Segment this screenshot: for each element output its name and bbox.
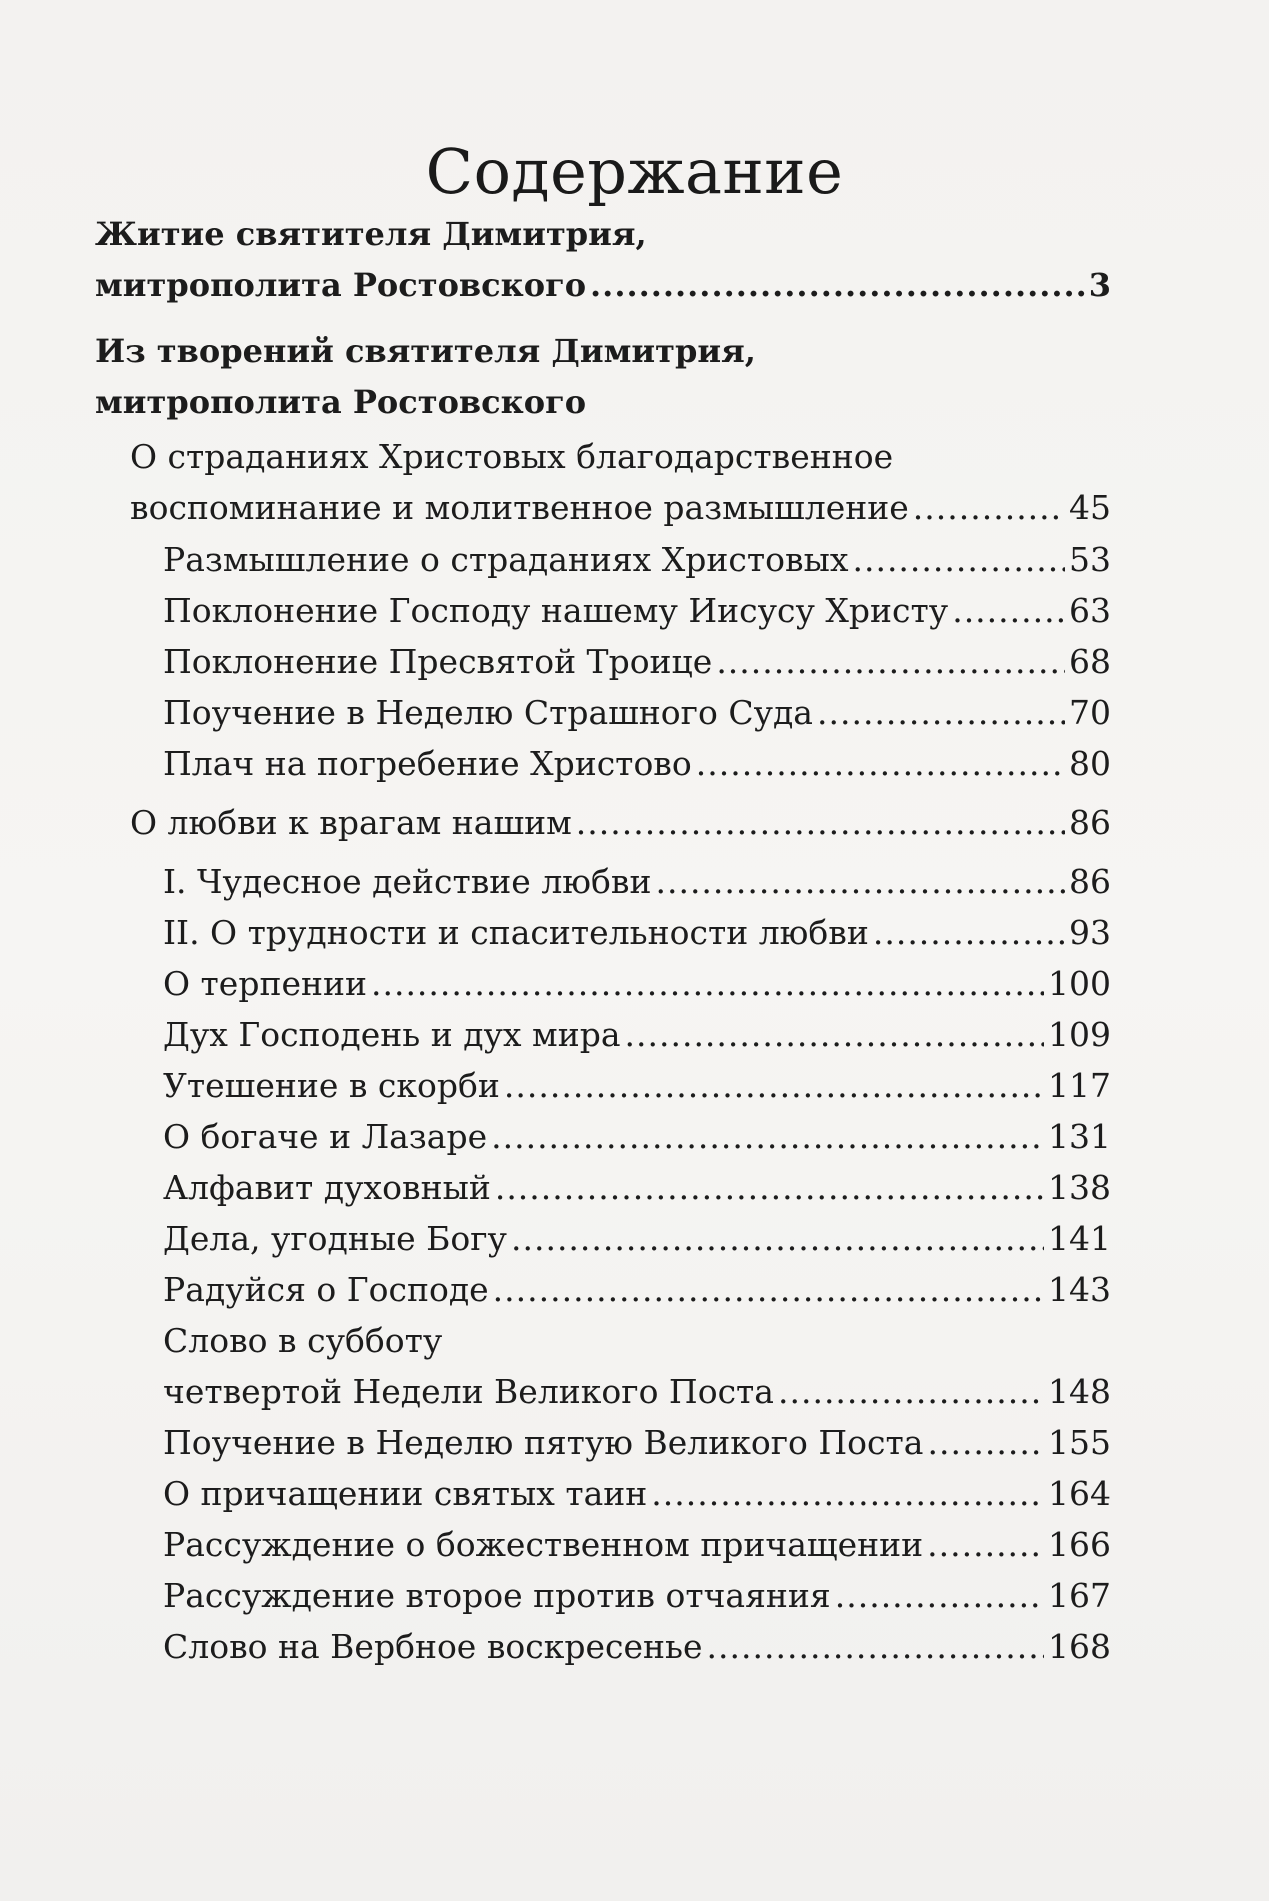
dot-leader <box>835 1570 1044 1621</box>
toc-entry-line <box>163 1162 1111 1213</box>
toc-page-number: 141 <box>1048 1219 1111 1258</box>
toc-entry <box>95 326 1111 428</box>
toc-entry <box>163 907 1111 958</box>
toc-entry <box>163 1468 1111 1519</box>
toc-entry-title: Рассуждение о божественном причащении <box>163 1525 924 1564</box>
toc-entry-line <box>163 1417 1111 1468</box>
dot-leader <box>696 738 1065 789</box>
toc-entry-title: Радуйся о Господе <box>163 1270 489 1309</box>
toc-page-number: 168 <box>1048 1627 1111 1666</box>
toc-entry-line <box>130 482 1111 533</box>
toc-entry-line <box>163 1519 1111 1570</box>
toc-entry-line <box>95 209 1111 260</box>
toc-entry-title: Алфавит духовный <box>163 1168 491 1207</box>
toc-entry-line <box>163 958 1111 1009</box>
toc-entry-line <box>163 738 1111 789</box>
toc-entry-line <box>163 1570 1111 1621</box>
toc-entry-line <box>163 534 1111 585</box>
toc-entry-title: Поучение в Неделю Страшного Суда <box>163 693 813 732</box>
toc-entry <box>163 585 1111 636</box>
dot-leader <box>590 260 1085 311</box>
page-title: Содержание <box>425 135 844 208</box>
toc-entry-line <box>130 797 1111 848</box>
toc-entry-title: Дела, угодные Богу <box>163 1219 507 1258</box>
toc-entry <box>95 209 1111 311</box>
toc-entry <box>130 797 1111 848</box>
toc-entry-line <box>163 856 1111 907</box>
toc-entry-title: Житие святителя Димитрия, <box>95 215 647 253</box>
toc-entry-line <box>163 1621 1111 1672</box>
dot-leader <box>852 534 1065 585</box>
toc-entry-title: Рассуждение второе против отчаяния <box>163 1576 831 1615</box>
toc-page-number: 155 <box>1048 1423 1111 1462</box>
toc-page-number: 86 <box>1069 862 1111 901</box>
toc-page-number: 148 <box>1048 1372 1111 1411</box>
toc-entry <box>163 1519 1111 1570</box>
toc-page-number: 100 <box>1048 964 1111 1003</box>
toc-entry-title: Из творений святителя Димитрия, <box>95 332 756 370</box>
toc-entry-line <box>163 1264 1111 1315</box>
dot-leader <box>927 1519 1044 1570</box>
dot-leader <box>491 1111 1044 1162</box>
toc-entry-line <box>95 260 1111 311</box>
dot-leader <box>873 907 1065 958</box>
dot-leader <box>625 1009 1045 1060</box>
toc-entry-line <box>163 1111 1111 1162</box>
toc-page-number: 109 <box>1048 1015 1111 1054</box>
toc-entry-title: О терпении <box>163 964 367 1003</box>
dot-leader <box>952 585 1065 636</box>
toc-entry-line <box>163 1213 1111 1264</box>
toc-entry-line <box>163 1468 1111 1519</box>
toc-entry-title: Плач на погребение Христово <box>163 744 692 783</box>
toc-entry <box>163 958 1111 1009</box>
toc-entry <box>163 738 1111 789</box>
toc-entry-line <box>163 687 1111 738</box>
toc-entry-title: Дух Господень и дух мира <box>163 1015 621 1054</box>
toc-entry-title: митрополита Ростовского <box>95 266 587 304</box>
dot-leader <box>655 856 1065 907</box>
toc-entry <box>163 1570 1111 1621</box>
toc-entry-title: Поклонение Господу нашему Иисусу Христу <box>163 591 949 630</box>
toc-entry-title: О страданиях Христовых благодарственное <box>130 437 894 476</box>
toc-entry-title: митрополита Ростовского <box>95 383 587 421</box>
toc-entry <box>163 1111 1111 1162</box>
toc-entry <box>163 1264 1111 1315</box>
toc-entry-title: Слово в субботу <box>163 1321 443 1360</box>
toc-entry <box>163 1213 1111 1264</box>
toc-entry-title: Поучение в Неделю пятую Великого Поста <box>163 1423 924 1462</box>
toc-entry-title: Размышление о страданиях Христовых <box>163 540 849 579</box>
toc-entry-line <box>130 431 1111 482</box>
toc-entry <box>163 1162 1111 1213</box>
dot-leader <box>817 687 1065 738</box>
dot-leader <box>651 1468 1044 1519</box>
toc-page-number: 166 <box>1048 1525 1111 1564</box>
toc-page-number: 167 <box>1048 1576 1111 1615</box>
dot-leader <box>927 1417 1044 1468</box>
toc-entry <box>163 1060 1111 1111</box>
toc-entry-title: воспоминание и молитвенное размышление <box>130 488 909 527</box>
toc-entry-line <box>163 1366 1111 1417</box>
toc-entry <box>163 1009 1111 1060</box>
toc-entry-title: четвертой Недели Великого Поста <box>163 1372 774 1411</box>
dot-leader <box>576 797 1065 848</box>
toc-page-number: 68 <box>1069 642 1111 681</box>
toc-entry-title: О любви к врагам нашим <box>130 803 572 842</box>
toc-entry-line <box>163 1060 1111 1111</box>
dot-leader <box>511 1213 1044 1264</box>
toc-page-number: 80 <box>1069 744 1111 783</box>
toc-entry-line <box>163 585 1111 636</box>
toc-page-number: 3 <box>1088 266 1111 304</box>
dot-leader <box>913 482 1065 533</box>
toc-entry <box>163 687 1111 738</box>
toc-entry-title: Поклонение Пресвятой Троице <box>163 642 713 681</box>
toc-entry-line <box>163 1009 1111 1060</box>
toc-entry-line <box>163 1315 1111 1366</box>
toc-entry <box>163 1621 1111 1672</box>
toc-page-number: 131 <box>1048 1117 1111 1156</box>
toc-entry <box>130 431 1111 533</box>
toc-page-number: 45 <box>1069 488 1111 527</box>
dot-leader <box>493 1264 1044 1315</box>
toc-page-number: 138 <box>1048 1168 1111 1207</box>
dot-leader <box>495 1162 1044 1213</box>
toc-page-number: 143 <box>1048 1270 1111 1309</box>
toc-entry <box>163 1417 1111 1468</box>
toc-page-number: 86 <box>1069 803 1111 842</box>
toc-entry-line <box>163 907 1111 958</box>
dot-leader <box>716 636 1065 687</box>
toc-page-number: 63 <box>1069 591 1111 630</box>
toc-entry-line <box>95 377 1111 428</box>
toc-page-number: 117 <box>1048 1066 1111 1105</box>
toc-entry-title: I. Чудесное действие любви <box>163 862 652 901</box>
toc-entry-title: О богаче и Лазаре <box>163 1117 488 1156</box>
toc-entry-title: Слово на Вербное воскресенье <box>163 1627 703 1666</box>
dot-leader <box>504 1060 1044 1111</box>
toc-entry <box>163 636 1111 687</box>
toc-entry-line <box>95 326 1111 377</box>
dot-leader <box>371 958 1044 1009</box>
toc-entry <box>163 534 1111 585</box>
dot-leader <box>707 1621 1044 1672</box>
toc-page-number: 164 <box>1048 1474 1111 1513</box>
toc-entry-title: II. О трудности и спасительности любви <box>163 913 869 952</box>
toc-entry-line <box>163 636 1111 687</box>
toc-entry <box>163 1315 1111 1417</box>
toc-entry-title: Утешение в скорби <box>163 1066 500 1105</box>
toc-page-number: 93 <box>1069 913 1111 952</box>
dot-leader <box>778 1366 1044 1417</box>
toc-entry-title: О причащении святых таин <box>163 1474 648 1513</box>
toc-page-number: 70 <box>1069 693 1111 732</box>
toc-page-number: 53 <box>1069 540 1111 579</box>
toc-entry <box>163 856 1111 907</box>
